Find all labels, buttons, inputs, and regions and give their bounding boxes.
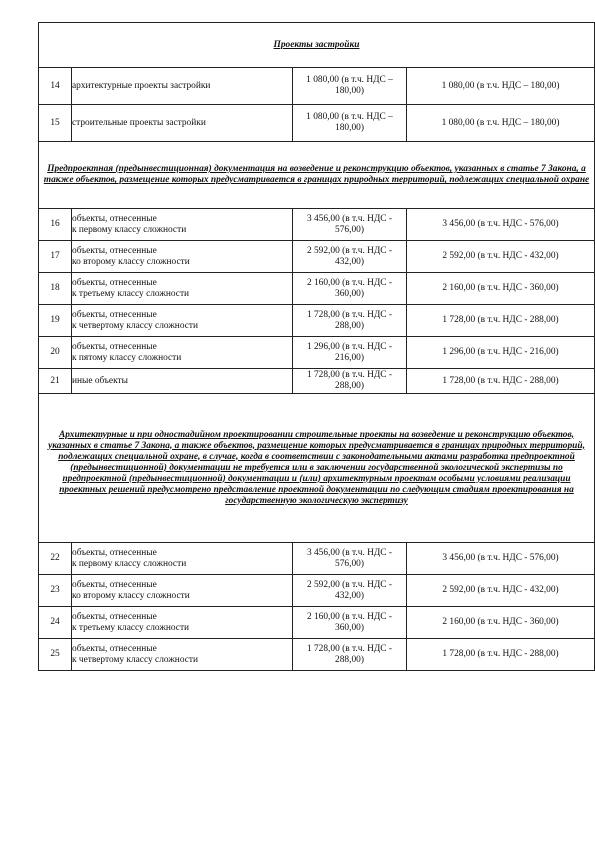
row-number: 24	[39, 607, 72, 639]
section-heading-row	[39, 394, 595, 543]
object-name-line: объекты, отнесенные	[72, 547, 157, 558]
fee-cell: 1 728,00 (в т.ч. НДС - 288,00)	[407, 305, 595, 337]
fee-cell: 1 728,00 (в т.ч. НДС - 288,00)	[407, 369, 595, 394]
fee-cell: 1 728,00 (в т.ч. НДС - 288,00)	[293, 639, 407, 671]
object-name-line: объекты, отнесенные	[72, 611, 157, 622]
row-number: 18	[39, 273, 72, 305]
table-row	[39, 575, 595, 607]
row-number: 19	[39, 305, 72, 337]
table-row	[39, 241, 595, 273]
row-number: 16	[39, 209, 72, 241]
section-heading: Предпроектная (предынвестиционная) документация на возведение и реконструкцию объектов, указанных в статье 7 Закона, а также объектов, размещение которых предусматривается в границах природных территорий, подлежащих специальной охране	[39, 142, 595, 209]
object-name-line: к четвертому классу сложности	[72, 654, 199, 665]
fee-cell: 1 080,00 (в т.ч. НДС – 180,00)	[407, 105, 595, 142]
section-heading-row	[39, 23, 595, 68]
fee-cell: 1 080,00 (в т.ч. НДС – 180,00)	[407, 68, 595, 105]
object-name	[72, 543, 293, 575]
object-name-line: к пятому классу сложности	[72, 352, 182, 363]
object-name-line: объекты, отнесенные	[72, 213, 157, 224]
section-heading: Архитектурные и при одностадийном проектировании строительные проекты на возведение и реконструкцию объектов, указанных в статье 7 Закона, а также объектов, размещение которых предусматривается в границах природных территорий, подлежащих специальной охране, в случае, когда в соответствии с законодательными актами разработка предпроектной (предынвестиционной) документации не требуется или в заключении государственной экологической экспертизы по предпроектной (предынвестиционной) документации и (или) архитектурным проектам особыми условиями реализации проектных решений предусмотрено представление проектной документации по следующим стадиям проектирования на государственную экологическую экспертизу	[39, 394, 595, 543]
object-name-line: к первому классу сложности	[72, 224, 187, 235]
fee-cell: 2 592,00 (в т.ч. НДС - 432,00)	[407, 575, 595, 607]
object-name: строительные проекты застройки	[72, 105, 293, 142]
table-row	[39, 305, 595, 337]
object-name-line: ко второму классу сложности	[72, 590, 190, 601]
fee-cell: 2 160,00 (в т.ч. НДС - 360,00)	[407, 273, 595, 305]
row-number: 15	[39, 105, 72, 142]
object-name	[72, 305, 293, 337]
fee-cell: 2 592,00 (в т.ч. НДС - 432,00)	[293, 575, 407, 607]
object-name-line: ко второму классу сложности	[72, 256, 190, 267]
object-name	[72, 639, 293, 671]
section-heading: Проекты застройки	[39, 23, 595, 68]
object-name-line: к четвертому классу сложности	[72, 320, 199, 331]
object-name	[72, 209, 293, 241]
object-name: архитектурные проекты застройки	[72, 68, 293, 105]
table-row	[39, 105, 595, 142]
object-name-line: объекты, отнесенные	[72, 245, 157, 256]
object-name-line: объекты, отнесенные	[72, 643, 157, 654]
object-name	[72, 337, 293, 369]
row-number: 17	[39, 241, 72, 273]
fee-cell: 3 456,00 (в т.ч. НДС - 576,00)	[293, 209, 407, 241]
section-heading-row	[39, 142, 595, 209]
fee-cell: 2 160,00 (в т.ч. НДС - 360,00)	[293, 607, 407, 639]
object-name: иные объекты	[72, 369, 293, 394]
object-name-line: к первому классу сложности	[72, 558, 187, 569]
row-number: 23	[39, 575, 72, 607]
table-row	[39, 369, 595, 394]
object-name	[72, 575, 293, 607]
row-number: 22	[39, 543, 72, 575]
object-name	[72, 607, 293, 639]
object-name-line: объекты, отнесенные	[72, 341, 157, 352]
row-number: 25	[39, 639, 72, 671]
fee-cell: 2 160,00 (в т.ч. НДС - 360,00)	[293, 273, 407, 305]
object-name	[72, 273, 293, 305]
fee-cell: 1 296,00 (в т.ч. НДС - 216,00)	[293, 337, 407, 369]
row-number: 21	[39, 369, 72, 394]
object-name-line: к третьему классу сложности	[72, 622, 190, 633]
object-name-line: объекты, отнесенные	[72, 277, 157, 288]
fee-cell: 2 592,00 (в т.ч. НДС - 432,00)	[293, 241, 407, 273]
fee-cell: 1 296,00 (в т.ч. НДС - 216,00)	[407, 337, 595, 369]
fee-cell: 1 080,00 (в т.ч. НДС – 180,00)	[293, 68, 407, 105]
row-number: 20	[39, 337, 72, 369]
table-row	[39, 607, 595, 639]
row-number: 14	[39, 68, 72, 105]
table-row	[39, 68, 595, 105]
fee-cell: 1 080,00 (в т.ч. НДС – 180,00)	[293, 105, 407, 142]
fee-cell: 1 728,00 (в т.ч. НДС - 288,00)	[293, 369, 407, 394]
fee-table	[38, 22, 595, 671]
object-name-line: к третьему классу сложности	[72, 288, 190, 299]
table-row	[39, 209, 595, 241]
fee-cell: 1 728,00 (в т.ч. НДС - 288,00)	[293, 305, 407, 337]
fee-cell: 2 592,00 (в т.ч. НДС - 432,00)	[407, 241, 595, 273]
object-name	[72, 241, 293, 273]
fee-cell: 3 456,00 (в т.ч. НДС - 576,00)	[407, 543, 595, 575]
fee-cell: 1 728,00 (в т.ч. НДС - 288,00)	[407, 639, 595, 671]
table-row	[39, 543, 595, 575]
fee-cell: 3 456,00 (в т.ч. НДС - 576,00)	[407, 209, 595, 241]
object-name-line: объекты, отнесенные	[72, 309, 157, 320]
table-row	[39, 337, 595, 369]
fee-cell: 3 456,00 (в т.ч. НДС - 576,00)	[293, 543, 407, 575]
object-name-line: объекты, отнесенные	[72, 579, 157, 590]
table-row	[39, 639, 595, 671]
table-row	[39, 273, 595, 305]
fee-cell: 2 160,00 (в т.ч. НДС - 360,00)	[407, 607, 595, 639]
